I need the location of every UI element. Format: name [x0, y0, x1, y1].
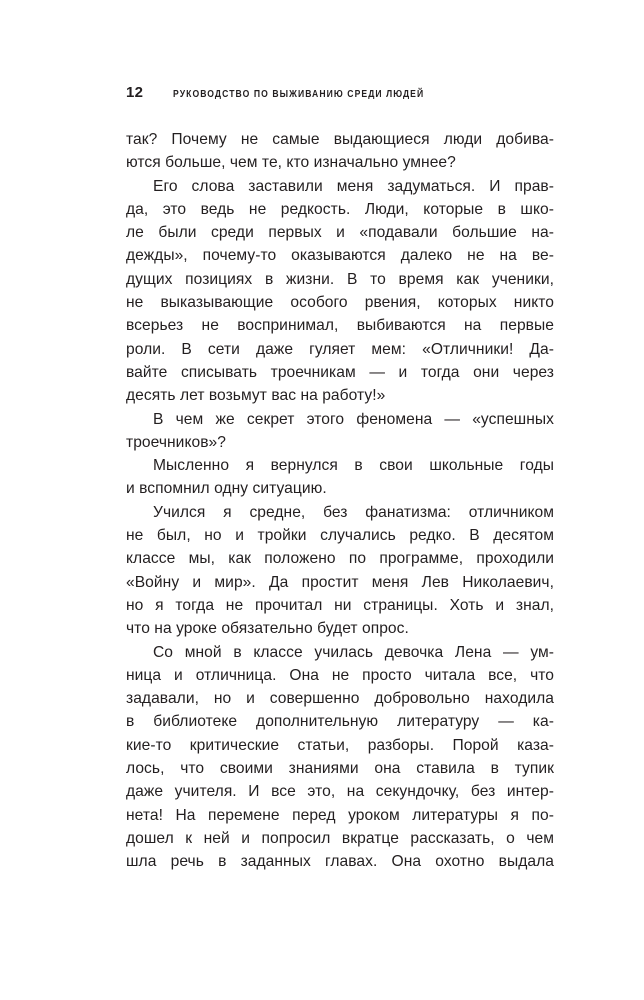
text-line: роли. В сети даже гуляет мем: «Отличники! Да-: [126, 340, 554, 358]
text-line: Учился я средне, без фанатизма: отличником: [153, 503, 554, 521]
text-line: дущих позициях в жизни. В то время как ученики,: [126, 270, 554, 288]
text-line: В чем же секрет этого феномена — «успешных: [153, 410, 554, 428]
paragraph: [126, 128, 554, 175]
text-line: даже учителя. И все это, на секундочку, без интер-: [126, 783, 554, 801]
text-line: задавали, но и совершенно добровольно находила: [126, 690, 554, 708]
page-number: 12: [126, 84, 144, 101]
text-line: кие-то критические статьи, разборы. Порой каза-: [126, 736, 554, 754]
text-line: Его слова заставили меня задуматься. И прав-: [153, 177, 554, 195]
text-line: вайте списывать троечникам — и тогда они через: [126, 363, 554, 381]
text-line: ница и отличница. Она не просто читала все, что: [126, 666, 554, 684]
paragraph: [126, 641, 554, 874]
text-line: не выказывающие особого рвения, которых никто: [126, 294, 554, 312]
text-line: всерьез не воспринимал, выбиваются на первые: [126, 317, 554, 335]
text-line: шла речь в заданных главах. Она охотно выдала: [126, 853, 554, 871]
text-line: троечников»?: [126, 433, 226, 451]
text-line: да, это ведь не редкость. Люди, которые в шко-: [126, 200, 554, 218]
paragraph: [126, 175, 554, 408]
text-line: классе мы, как положено по программе, проходили: [126, 550, 554, 568]
text-line: дежды», почему-то оказываются далеко не на ве-: [126, 247, 554, 265]
text-line: ются больше, чем те, кто изначально умнее?: [126, 154, 456, 172]
text-line: и вспомнил одну ситуацию.: [126, 480, 327, 498]
text-line: так? Почему не самые выдающиеся люди добива-: [126, 131, 554, 148]
text-line: нета! На перемене перед уроком литературы я по-: [126, 806, 554, 824]
text-line: дошел к ней и попросил вкратце рассказать, о чем: [126, 829, 554, 847]
text-line: десять лет возьмут вас на работу!»: [126, 387, 386, 405]
text-line: Мысленно я вернулся в свои школьные годы: [153, 457, 554, 475]
paragraph: [126, 501, 554, 641]
text-line: не был, но и тройки случались редко. В десятом: [126, 527, 554, 545]
text-line: в библиотеке дополнительную литературу — ка-: [126, 713, 554, 731]
text-line: что на уроке обязательно будет опрос.: [126, 620, 409, 638]
text-line: «Войну и мир». Да простит меня Лев Николаевич,: [126, 573, 554, 591]
running-title: РУКОВОДСТВО ПО ВЫЖИВАНИЮ СРЕДИ ЛЮДЕЙ: [173, 89, 425, 100]
paragraph: [126, 408, 554, 455]
text-line: лось, что своими знаниями она ставила в тупик: [126, 760, 554, 778]
paragraph: [126, 454, 554, 501]
text-line: но я тогда не прочитал ни страницы. Хоть и знал,: [126, 596, 554, 614]
text-line: Со мной в классе училась девочка Лена — ум-: [153, 643, 554, 661]
body-text: [126, 128, 554, 874]
text-line: ле были среди первых и «подавали большие на-: [126, 224, 554, 242]
running-head: [126, 84, 465, 101]
